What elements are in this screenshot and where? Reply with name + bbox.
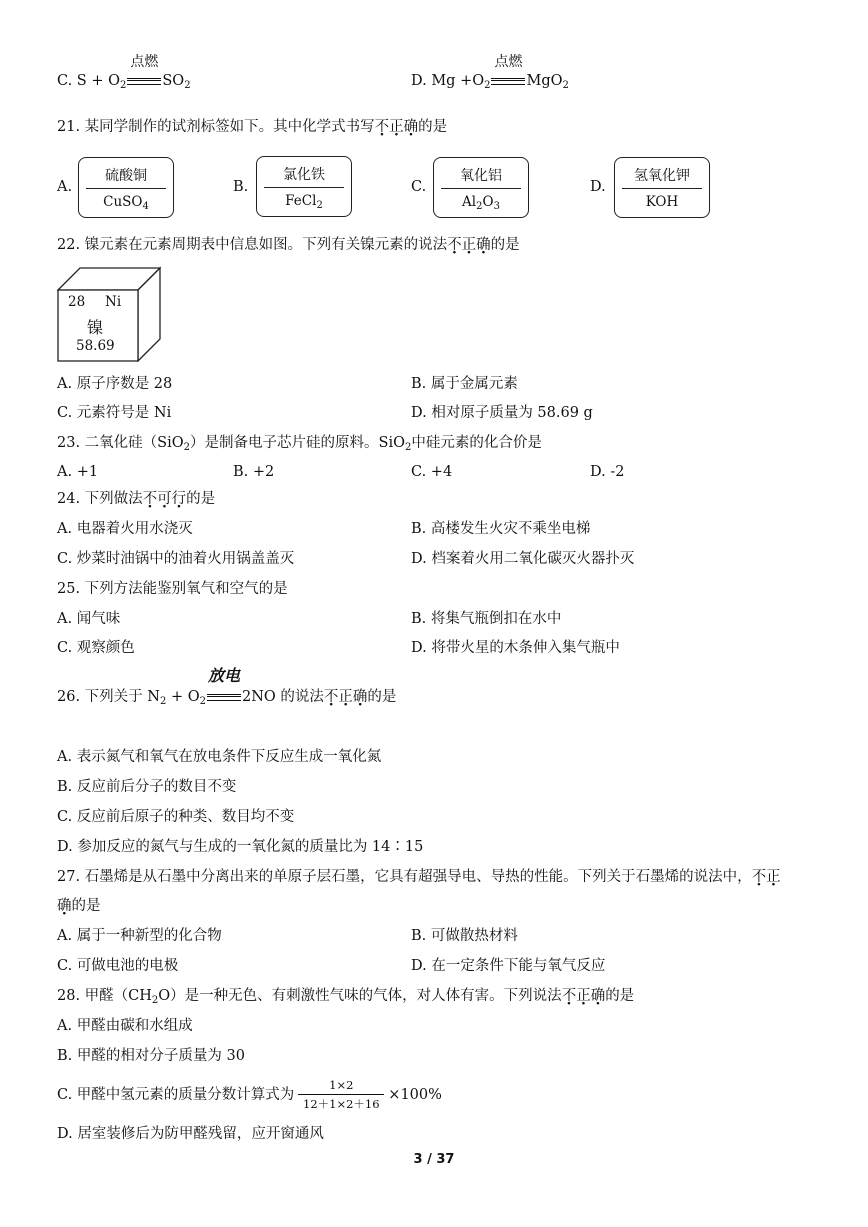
q27-option-d: D. 在一定条件下能与氧气反应: [411, 958, 606, 974]
atomic-mass: 58.69: [76, 338, 115, 354]
reagent-label-card: 氧化铝 $Al_2O_3$: [433, 157, 529, 218]
reagent-label-card: 氯化铁 FeCl$_2$: [256, 156, 352, 217]
q24-option-a: A. 电器着火用水浇灭: [57, 521, 193, 537]
atomic-number: 28: [68, 294, 86, 310]
q27-option-c: C. 可做电池的电极: [57, 958, 179, 974]
q27-option-a: A. 属于一种新型的化合物: [57, 928, 222, 944]
q25-option-c: C. 观察颜色: [57, 640, 135, 656]
reagent-label-card: 硫酸铜 CuSO$_4$: [78, 157, 174, 218]
q22-option-d: D. 相对原子质量为 58.69 g: [411, 405, 593, 421]
reagent-label-card: 氢氧化钾 KOH: [614, 157, 710, 218]
q24-option-d: D. 档案着火用二氧化碳灭火器扑灭: [411, 551, 635, 567]
q27-stem-line2: 确的是: [57, 898, 101, 914]
q28-option-a: A. 甲醛由碳和水组成: [57, 1018, 193, 1034]
q26-option-c: C. 反应前后原子的种类、数目均不变: [57, 809, 295, 825]
q21-option-c-letter: C.: [411, 179, 427, 195]
q26-option-a: A. 表示氮气和氧气在放电条件下反应生成一氧化氮: [57, 749, 382, 765]
q22-option-c: C. 元素符号是 Ni: [57, 405, 172, 421]
reaction-condition-arrow: 点燃: [127, 72, 161, 90]
q25-option-a: A. 闻气味: [57, 611, 121, 627]
q25-stem: 25. 下列方法能鉴别氧气和空气的是: [57, 581, 288, 597]
q28-option-b: B. 甲醛的相对分子质量为 30: [57, 1048, 245, 1064]
reaction-condition-arrow: 点燃: [491, 72, 525, 90]
q28-option-d: D. 居室装修后为防甲醛残留，应开窗通风: [57, 1126, 324, 1142]
element-symbol: Ni: [105, 294, 122, 310]
q20-option-d: D. $Mg +O_2$ 点燃 MgO$_2$: [411, 54, 569, 91]
q27-stem-line1: 27. 石墨烯是从石墨中分离出来的单原子层石墨，它具有超强导电、导热的性能。下列关于石墨烯的说法中，不正: [57, 869, 781, 885]
q21-option-d-letter: D.: [590, 179, 606, 195]
q25-option-b: B. 将集气瓶倒扣在水中: [411, 611, 562, 627]
q23-option-c: C. +4: [411, 464, 453, 480]
q25-option-d: D. 将带火星的木条伸入集气瓶中: [411, 640, 620, 656]
element-name: 镍: [87, 318, 104, 337]
q24-option-b: B. 高楼发生火灾不乘坐电梯: [411, 521, 591, 537]
q21-option-b-letter: B.: [233, 179, 249, 195]
q26-stem: 26. 下列关于 $N_2 + O_2$ 放电 2NO 的说法不正确的是: [57, 666, 397, 707]
q23-option-d: D. -2: [590, 464, 625, 480]
q24-stem: 24. 下列做法不可行的是: [57, 491, 216, 507]
q28-stem: 28. 甲醛$(CH_2O)$是一种无色、有刺激性气味的气体，对人体有害。下列说法不正确的是: [57, 988, 635, 1006]
q21-stem: 21. 某同学制作的试剂标签如下。其中化学式书写不正确的是: [57, 119, 448, 135]
q26-option-d: D. 参加反应的氮气与生成的一氧化氮的质量比为 14∶15: [57, 839, 424, 855]
q23-option-a: A. +1: [57, 464, 99, 480]
periodic-table-cell: [57, 266, 161, 362]
q23-option-b: B. +2: [233, 464, 275, 480]
q27-option-b: B. 可做散热材料: [411, 928, 518, 944]
q20-option-c: C. $S + O_2$ 点燃 $SO_2$: [57, 54, 191, 91]
q23-stem: 23. 二氧化硅（SiO$_2$）是制备电子芯片硅的原料。SiO$_2$中硅元素的化合价是: [57, 435, 542, 453]
q26-option-b: B. 反应前后分子的数目不变: [57, 779, 237, 795]
q22-option-b: B. 属于金属元素: [411, 376, 518, 392]
q22-option-a: A. 原子序数是 28: [57, 376, 173, 392]
page-number: 3 / 37: [413, 1152, 455, 1167]
q24-option-c: C. 炒菜时油锅中的油着火用锅盖盖灭: [57, 551, 295, 567]
q22-stem: 22. 镍元素在元素周期表中信息如图。下列有关镍元素的说法不正确的是: [57, 237, 520, 253]
mass-fraction-formula: $\frac{1\times 2}{12+1\times 2+16}$: [296, 1078, 386, 1112]
q28-option-c: C. 甲醛中氢元素的质量分数计算式为 $\frac{1\times 2}{12+1\times 2+16}$ ×100%: [57, 1078, 442, 1111]
q21-option-a-letter: A.: [57, 179, 73, 195]
reaction-condition-arrow: 放电: [207, 688, 241, 706]
